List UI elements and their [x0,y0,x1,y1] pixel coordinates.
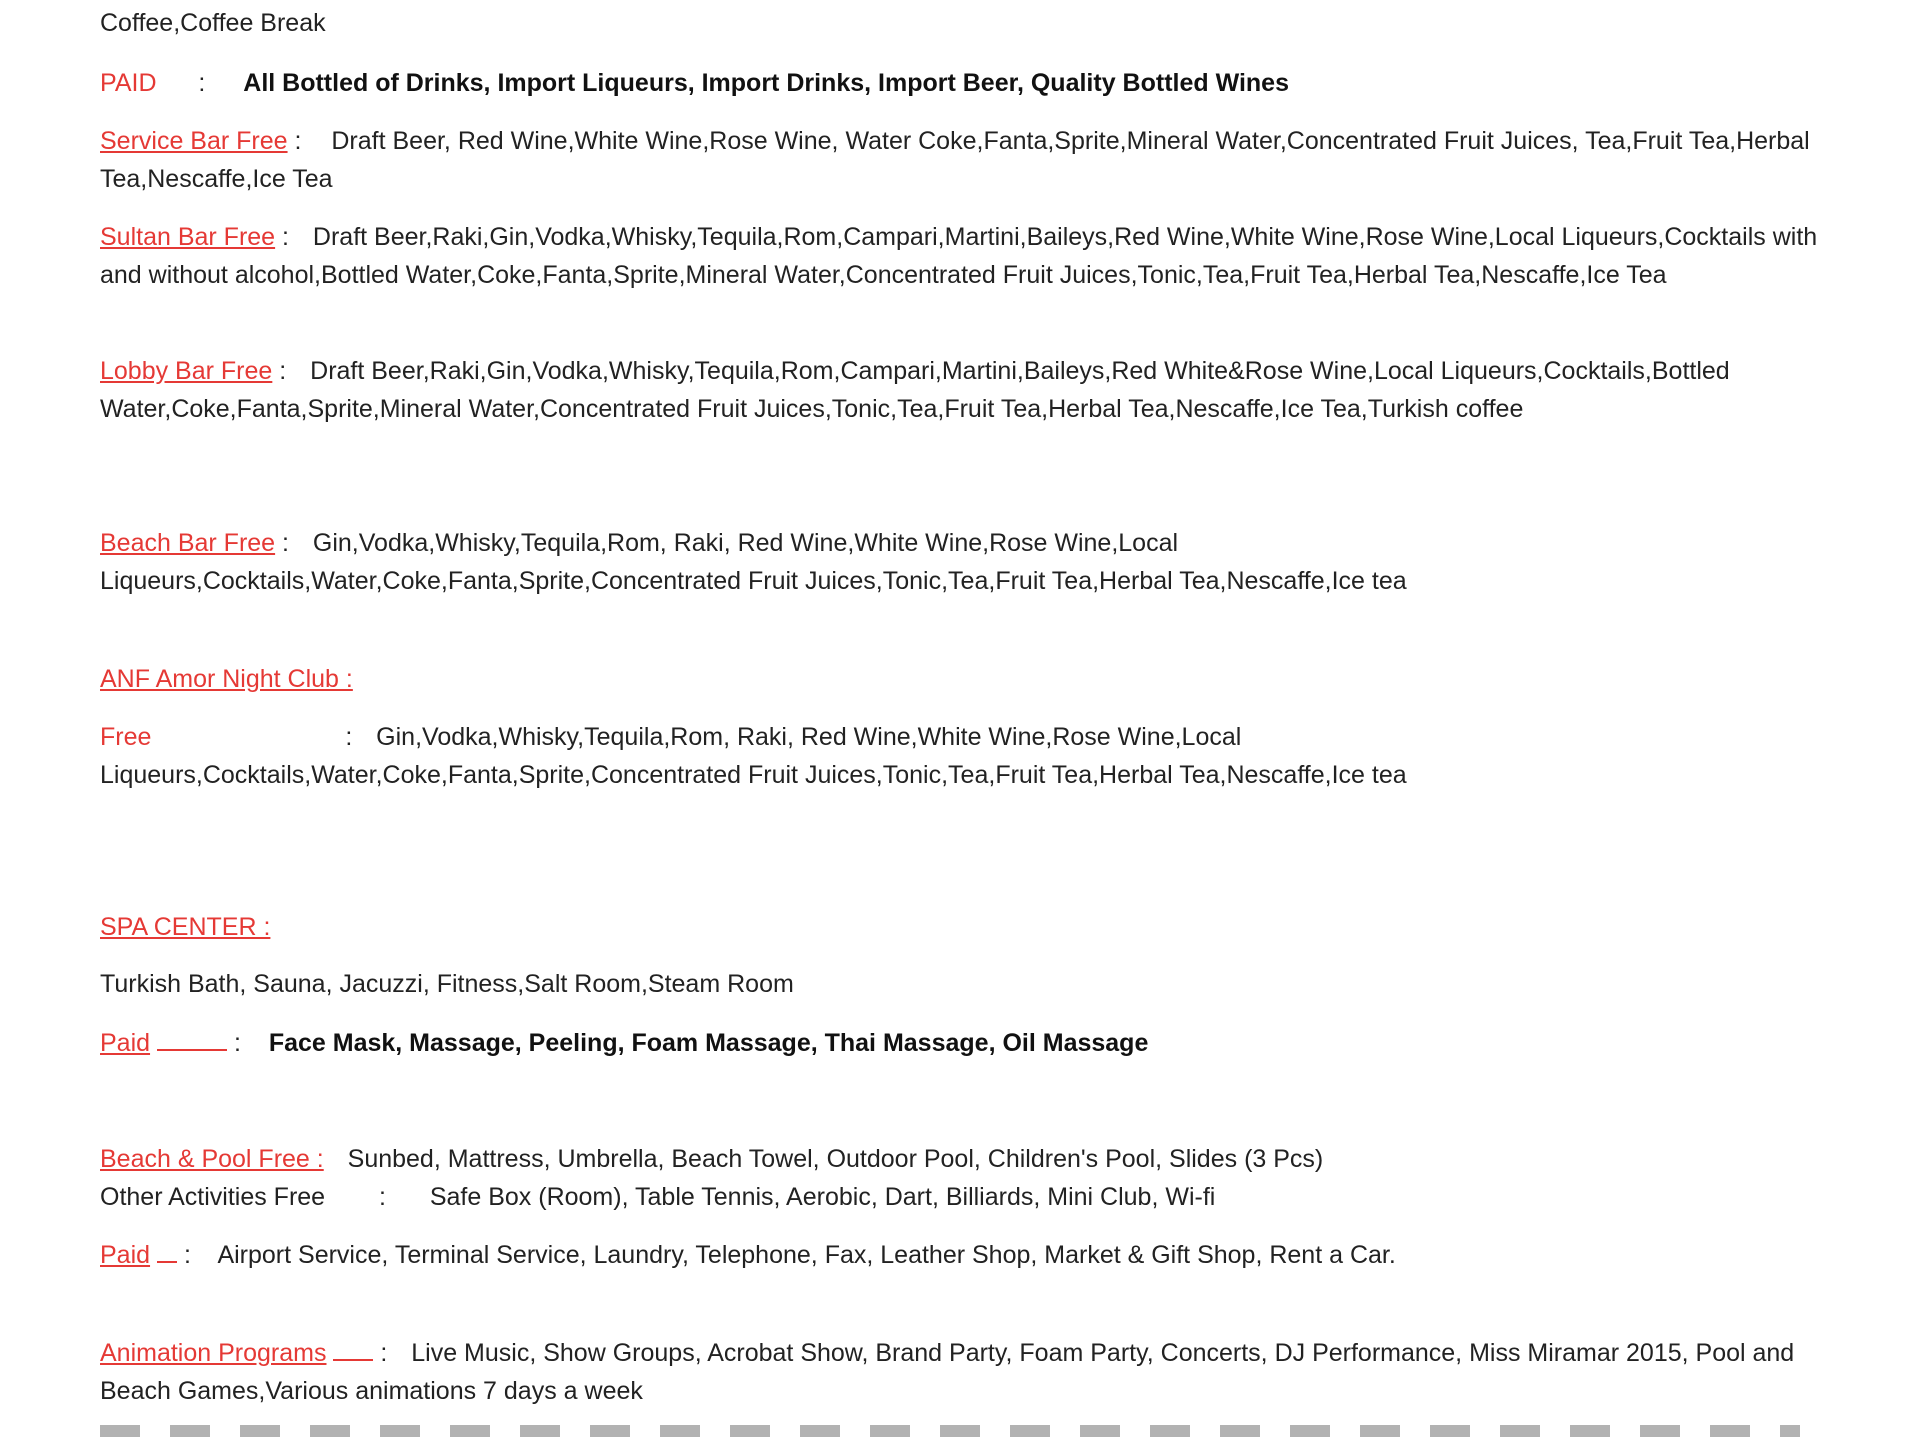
paid-services-sep: : [183,1241,191,1269]
spa-free-row [100,965,1820,1003]
spa-paid-label: Paid [100,1029,151,1057]
top-line [100,4,1820,42]
nightclub-row [100,718,1820,794]
paid-label: PAID [100,69,157,97]
paid-services-text: Airport Service, Terminal Service, Laundry, Telephone, Fax, Leather Shop, Market & Gift Shop, Rent a Car. [217,1241,1396,1269]
sultan-bar-row [100,218,1820,294]
beach-bar-label: Beach Bar Free [100,529,276,557]
nightclub-heading: ANF Amor Night Club : [100,665,353,693]
animation-sep: : [380,1339,388,1367]
animation-label: Animation Programs [100,1339,327,1367]
lobby-bar-text: Draft Beer,Raki,Gin,Vodka,Whisky,Tequila,Rom,Campari,Martini,Baileys,Red White&Rose Wine,Local Liqueurs,Cocktails,Bottled Water,Coke,Fanta,Sprite,Mineral Water,Concentrated Fruit Juices,Tonic,Tea,Fruit Tea,Herbal Tea,Nescaffe,Ice Tea,Turkish coffee [100,357,1730,423]
lobby-bar-sep: : [279,357,287,385]
nightclub-sep: : [345,723,353,751]
other-activities-label: Other Activities Free [100,1183,326,1211]
other-activities-text: Safe Box (Room), Table Tennis, Aerobic, Dart, Billiards, Mini Club, Wi-fi [429,1183,1216,1211]
beach-pool-text: Sunbed, Mattress, Umbrella, Beach Towel, Outdoor Pool, Children's Pool, Slides (3 Pcs) [347,1145,1324,1173]
nightclub-heading-row [100,660,1820,698]
beach-bar-row [100,524,1820,600]
paid-sep: : [198,69,206,97]
lobby-bar-row [100,352,1820,428]
spa-free-text: Turkish Bath, Sauna, Jacuzzi, Fitness,Salt Room,Steam Room [100,970,794,998]
service-bar-sep: : [294,127,302,155]
top-line-text: Coffee,Coffee Break [100,9,326,37]
spa-heading: SPA CENTER : [100,913,271,941]
paid-drinks-row [100,64,1820,102]
beach-pool-row [100,1140,1820,1178]
lobby-bar-label: Lobby Bar Free [100,357,273,385]
spa-paid-sep: : [233,1029,241,1057]
paid-services-label: Paid [100,1241,151,1269]
beach-bar-text: Gin,Vodka,Whisky,Tequila,Rom, Raki, Red Wine,White Wine,Rose Wine,Local Liqueurs,Cocktails,Water,Coke,Fanta,Sprite,Concentrated Fruit Juices,Tonic,Tea,Fruit Tea,Herbal Tea,Nescaffe,Ice tea [100,529,1407,595]
spa-paid-row [100,1024,1820,1062]
nightclub-free-label: Free [100,723,152,751]
service-bar-text: Draft Beer, Red Wine,White Wine,Rose Wine, Water Coke,Fanta,Sprite,Mineral Water,Concentrated Fruit Juices, Tea,Fruit Tea,Herbal Tea,Nescaffe,Ice Tea [100,127,1810,193]
nightclub-text: Gin,Vodka,Whisky,Tequila,Rom, Raki, Red Wine,White Wine,Rose Wine,Local Liqueurs,Cocktails,Water,Coke,Fanta,Sprite,Concentrated Fruit Juices,Tonic,Tea,Fruit Tea,Herbal Tea,Nescaffe,Ice tea [100,723,1407,789]
paid-services-row [100,1236,1820,1274]
other-activities-row [100,1178,1820,1216]
animation-text: Live Music, Show Groups, Acrobat Show, Brand Party, Foam Party, Concerts, DJ Performance, Miss Miramar 2015, Pool and Beach Games,Various animations 7 days a week [100,1339,1795,1405]
beach-pool-label: Beach & Pool Free : [100,1145,324,1173]
spa-heading-row [100,908,1820,946]
sultan-bar-text: Draft Beer,Raki,Gin,Vodka,Whisky,Tequila,Rom,Campari,Martini,Baileys,Red Wine,White Wine,Rose Wine,Local Liqueurs,Cocktails with and without alcohol,Bottled Water,Coke,Fanta,Sprite,Mineral Water,Concentrated Fruit Juices,Tonic,Tea,Fruit Tea,Herbal Tea,Nescaffe,Ice Tea [100,223,1818,289]
sultan-bar-label: Sultan Bar Free [100,223,276,251]
animation-row [100,1334,1820,1410]
cut-off-text-line [100,1425,1800,1437]
paid-drinks-text: All Bottled of Drinks, Import Liqueurs, Import Drinks, Import Beer, Quality Bottled Wines [243,69,1289,97]
beach-bar-sep: : [282,529,289,557]
spa-paid-text: Face Mask, Massage, Peeling, Foam Massage, Thai Massage, Oil Massage [268,1029,1149,1057]
other-activities-sep: : [378,1183,386,1211]
sultan-bar-sep: : [282,223,289,251]
service-bar-row [100,122,1820,198]
service-bar-label: Service Bar Free [100,127,288,155]
